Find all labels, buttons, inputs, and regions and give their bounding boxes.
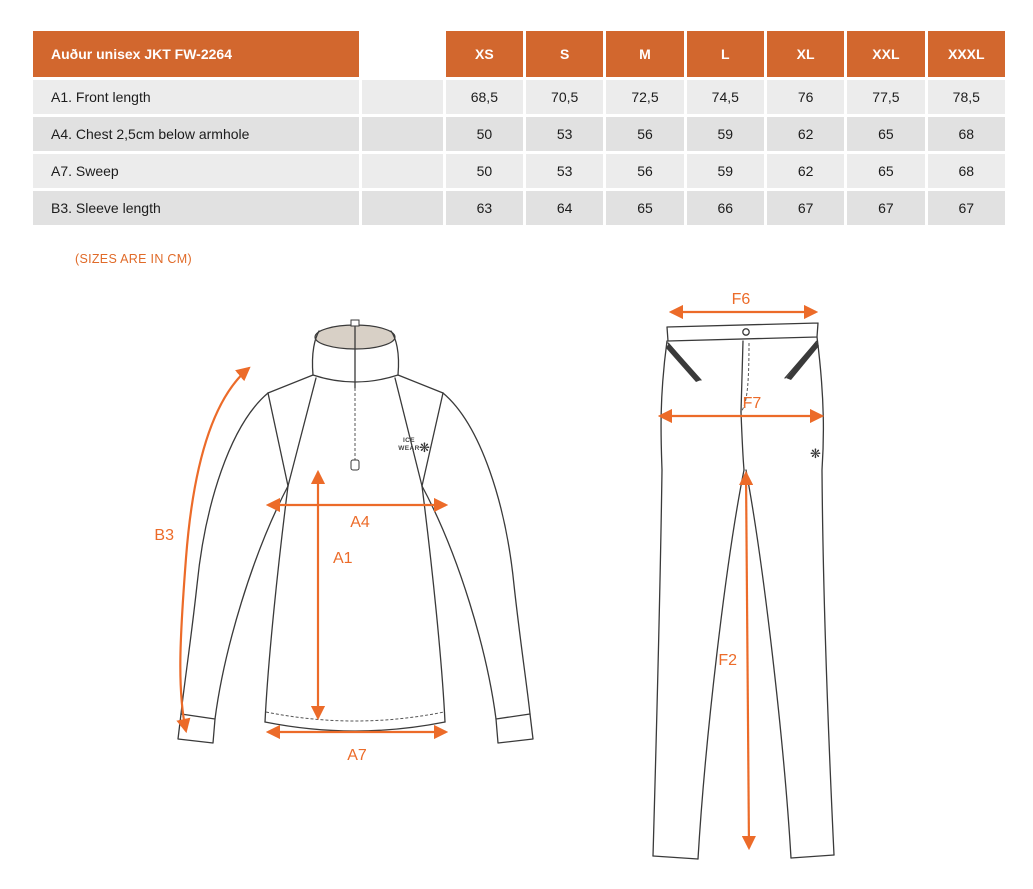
cell-value: 65 [847, 117, 924, 151]
jacket-logo-line1: ICE [402, 437, 416, 444]
inseam-arrow [746, 473, 749, 848]
jacket-zipper-pull [351, 460, 359, 470]
cell-value: 62 [767, 117, 844, 151]
pants-left-hem [653, 856, 698, 859]
cell-value: 68 [928, 154, 1005, 188]
pants-left-outer-seam [653, 341, 667, 856]
jacket-zipper-slider [351, 320, 359, 326]
row-gap-cell [362, 191, 442, 225]
cell-value: 59 [687, 154, 764, 188]
size-header-xxxl: XXXL [928, 31, 1005, 77]
cell-value: 67 [928, 191, 1005, 225]
size-header-xl: XL [767, 31, 844, 77]
size-header-s: S [526, 31, 603, 77]
jacket-right-cuff [496, 714, 533, 743]
size-chart-table [30, 28, 1008, 228]
table-row-sleeve-length [33, 191, 1005, 225]
jacket-left-armhole-seam [268, 393, 288, 486]
front-length-label: A1 [333, 550, 353, 567]
cell-value: 65 [847, 154, 924, 188]
hip-width-label: F7 [742, 395, 762, 412]
cell-value: 70,5 [526, 80, 603, 114]
sizes-unit-note: (SIZES ARE IN CM) [75, 252, 192, 266]
pants-left-pocket-shadow [666, 343, 701, 382]
size-header-m: M [606, 31, 683, 77]
cell-value: 77,5 [847, 80, 924, 114]
cell-value: 72,5 [606, 80, 683, 114]
table-row-sweep [33, 154, 1005, 188]
row-gap-cell [362, 117, 442, 151]
row-gap-cell [362, 80, 442, 114]
cell-value: 56 [606, 117, 683, 151]
cell-value: 67 [847, 191, 924, 225]
table-title: Auður unisex JKT FW-2264 [33, 31, 359, 77]
cell-value: 56 [606, 154, 683, 188]
pants-snowflake-icon: ❋ [810, 446, 821, 461]
cell-value: 53 [526, 154, 603, 188]
row-label: B3. Sleeve length [33, 191, 359, 225]
pants-button [743, 329, 749, 335]
pants-right-hem [791, 855, 834, 858]
jacket-hem-stitch [266, 712, 444, 721]
cell-value: 53 [526, 117, 603, 151]
inseam-label: F2 [718, 652, 737, 669]
sleeve-length-label: B3 [154, 527, 174, 544]
jacket-hem [265, 722, 445, 731]
jacket-body-left-side [265, 486, 288, 722]
waist-width-label: F6 [731, 291, 751, 308]
cell-value: 50 [446, 117, 523, 151]
size-guide-page [0, 0, 1033, 267]
cell-value: 63 [446, 191, 523, 225]
jacket-right-raglan-seam [395, 378, 422, 486]
cell-value: 74,5 [687, 80, 764, 114]
row-label: A4. Chest 2,5cm below armhole [33, 117, 359, 151]
size-header-xs: XS [446, 31, 523, 77]
table-header-row [33, 31, 1005, 77]
row-gap-cell [362, 154, 442, 188]
jacket-logo-line2: WEAR [398, 445, 420, 452]
size-header-l: L [687, 31, 764, 77]
jacket-right-shoulder [398, 375, 443, 393]
jacket-left-raglan-seam [288, 378, 316, 486]
table-row-front-length [33, 80, 1005, 114]
jacket-diagram [154, 320, 533, 764]
sweep-width-label: A7 [347, 747, 367, 764]
pants-diagram [653, 291, 834, 859]
cell-value: 50 [446, 154, 523, 188]
pants-crotch-seam [741, 412, 744, 470]
cell-value: 76 [767, 80, 844, 114]
pants-right-outer-seam [817, 337, 834, 855]
jacket-left-sleeve-inner [215, 486, 288, 719]
row-label: A7. Sweep [33, 154, 359, 188]
cell-value: 78,5 [928, 80, 1005, 114]
sleeve-length-arrow [180, 368, 249, 731]
jacket-left-shoulder [268, 375, 313, 393]
cell-value: 68 [928, 117, 1005, 151]
pants-right-pocket-shadow [786, 341, 819, 380]
chest-width-label: A4 [350, 514, 370, 531]
size-header-xxl: XXL [847, 31, 924, 77]
cell-value: 68,5 [446, 80, 523, 114]
cell-value: 65 [606, 191, 683, 225]
cell-value: 67 [767, 191, 844, 225]
header-gap-cell [362, 31, 442, 77]
pants-right-inner-seam [746, 470, 791, 858]
cell-value: 66 [687, 191, 764, 225]
cell-value: 62 [767, 154, 844, 188]
cell-value: 64 [526, 191, 603, 225]
jacket-body-right-side [422, 486, 445, 722]
jacket-logo-snowflake-icon: ❋ [419, 440, 430, 455]
row-label: A1. Front length [33, 80, 359, 114]
table-row-chest [33, 117, 1005, 151]
cell-value: 59 [687, 117, 764, 151]
garment-diagrams [0, 290, 1033, 889]
jacket-right-sleeve-inner [422, 486, 496, 719]
